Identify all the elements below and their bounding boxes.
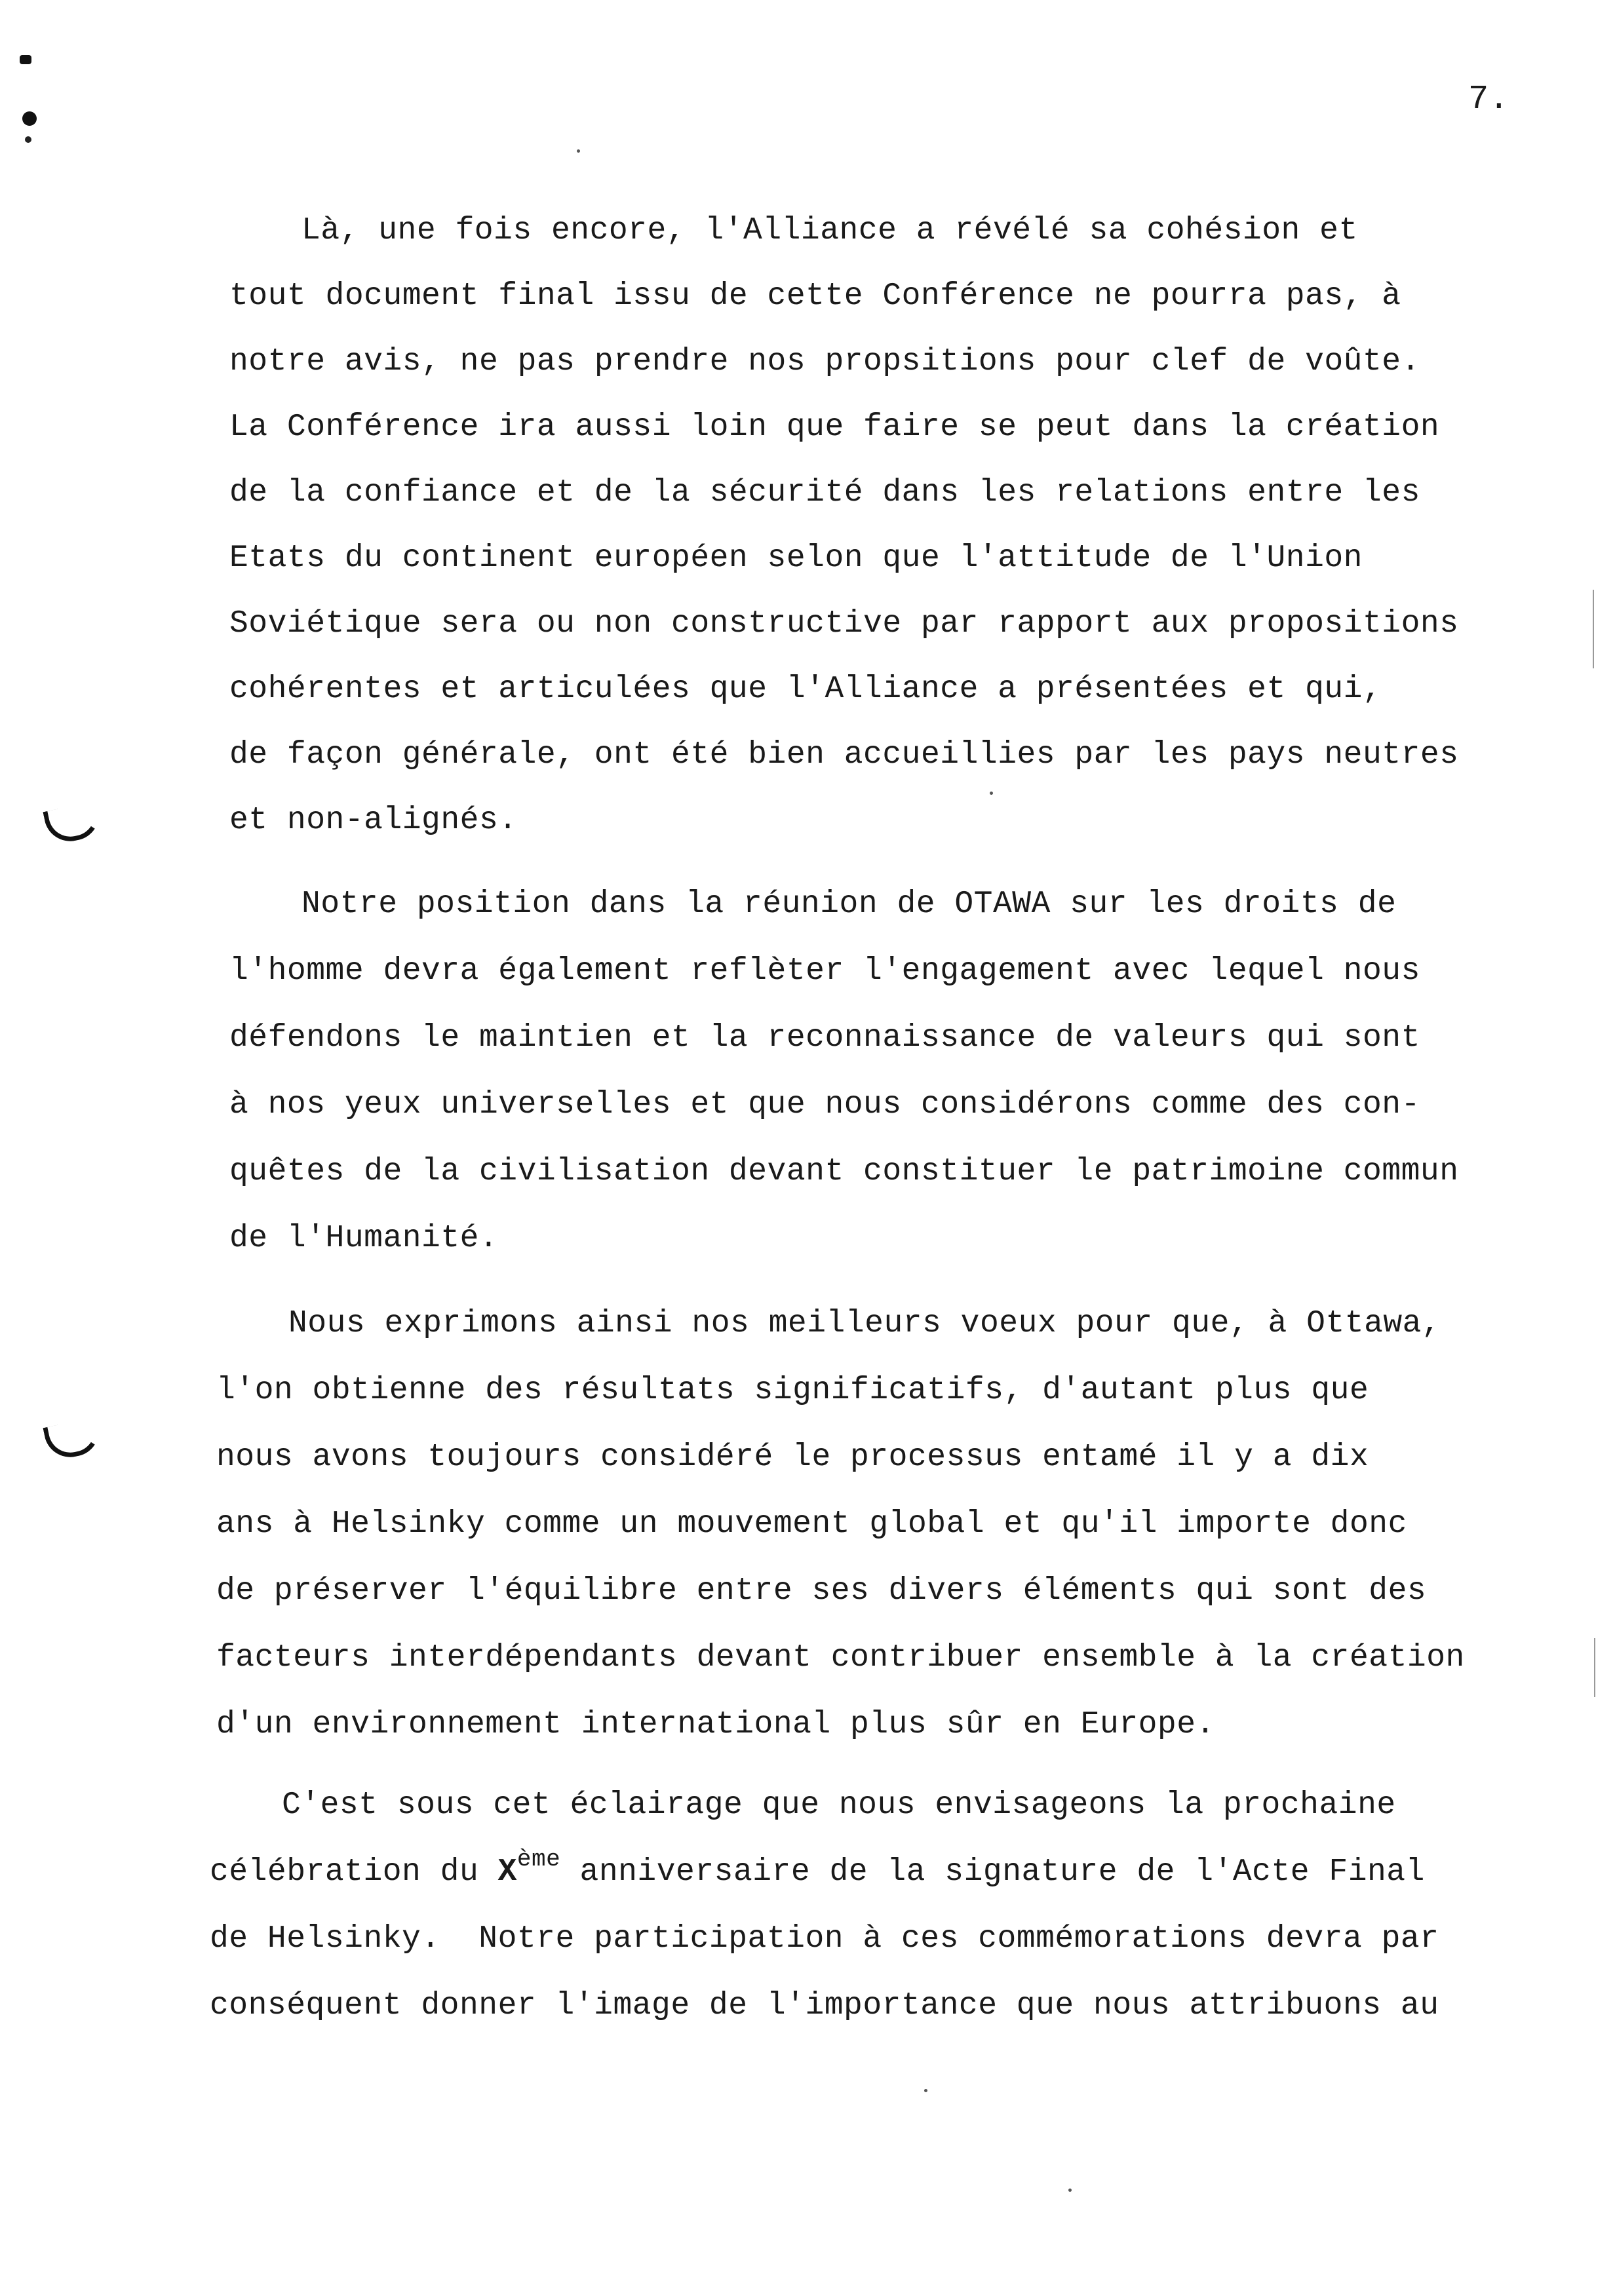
text-line: facteurs interdépendants devant contribuer ensemble à la création — [216, 1640, 1465, 1675]
paragraph-2 — [229, 885, 1615, 1258]
margin-mark — [22, 111, 37, 126]
text-line: nous avons toujours considéré le processus entamé il y a dix — [216, 1440, 1369, 1475]
paragraph-4 — [210, 1786, 1599, 2025]
margin-hook-mark — [43, 801, 104, 846]
text-line: La Conférence ira aussi loin que faire se peut dans la création — [229, 410, 1440, 445]
page-number: 7. — [1468, 80, 1509, 119]
scan-speck — [924, 2089, 927, 2092]
text-line: cohérentes et articulées que l'Alliance a présentées et qui, — [229, 672, 1382, 707]
text-line: tout document final issu de cette Conférence ne pourra pas, à — [229, 278, 1401, 314]
text-line: l'homme devra également reflèter l'engagement avec lequel nous — [229, 953, 1420, 989]
text-fragment: anniversaire de la signature de l'Acte Final — [560, 1854, 1425, 1890]
text-line: à nos yeux universelles et que nous considérons comme des con- — [229, 1087, 1420, 1122]
text-line: de préserver l'équilibre entre ses divers éléments qui sont des — [216, 1573, 1427, 1609]
scan-speck — [577, 149, 580, 153]
text-line: et non-alignés. — [229, 803, 518, 838]
text-line: Notre position dans la réunion de OTAWA sur les droits de — [302, 887, 1397, 922]
text-line: l'on obtienne des résultats significatifs, d'autant plus que — [216, 1373, 1369, 1408]
text-line: de l'Humanité. — [229, 1221, 499, 1256]
margin-mark — [25, 136, 31, 143]
roman-numeral: X — [497, 1854, 517, 1890]
text-line: Nous exprimons ainsi nos meilleurs voeux pour que, à Ottawa, — [288, 1306, 1441, 1341]
text-line: de la confiance et de la sécurité dans les relations entre les — [229, 475, 1420, 510]
scan-speck — [1068, 2189, 1072, 2192]
margin-mark — [20, 55, 31, 64]
text-line: quêtes de la civilisation devant constituer le patrimoine commun — [229, 1154, 1459, 1189]
text-line: Là, une fois encore, l'Alliance a révélé sa cohésion et — [302, 213, 1358, 248]
paragraph-1 — [229, 211, 1615, 840]
text-line — [210, 1846, 1599, 1892]
text-line: d'un environnement international plus sûr en Europe. — [216, 1707, 1215, 1742]
paragraph-3 — [216, 1304, 1606, 1744]
text-fragment: célébration du — [210, 1854, 498, 1890]
text-line: de Helsinky. Notre participation à ces commémorations devra par — [210, 1921, 1439, 1957]
text-line: notre avis, ne pas prendre nos propsitions pour clef de voûte. — [229, 344, 1420, 379]
text-line: défendons le maintien et la reconnaissance de valeurs qui sont — [229, 1020, 1420, 1056]
text-line: ans à Helsinky comme un mouvement global et qu'il importe donc — [216, 1506, 1407, 1542]
text-line: C'est sous cet éclairage que nous envisageons la prochaine — [282, 1788, 1396, 1823]
text-line: conséquent donner l'image de l'importance que nous attribuons au — [210, 1988, 1439, 2023]
superscript: ème — [516, 1846, 561, 1873]
text-line: Etats du continent européen selon que l'attitude de l'Union — [229, 541, 1363, 576]
text-line: Soviétique sera ou non constructive par rapport aux propositions — [229, 606, 1459, 641]
margin-hook-mark — [43, 1417, 104, 1462]
text-line: de façon générale, ont été bien accueillies par les pays neutres — [229, 737, 1459, 773]
